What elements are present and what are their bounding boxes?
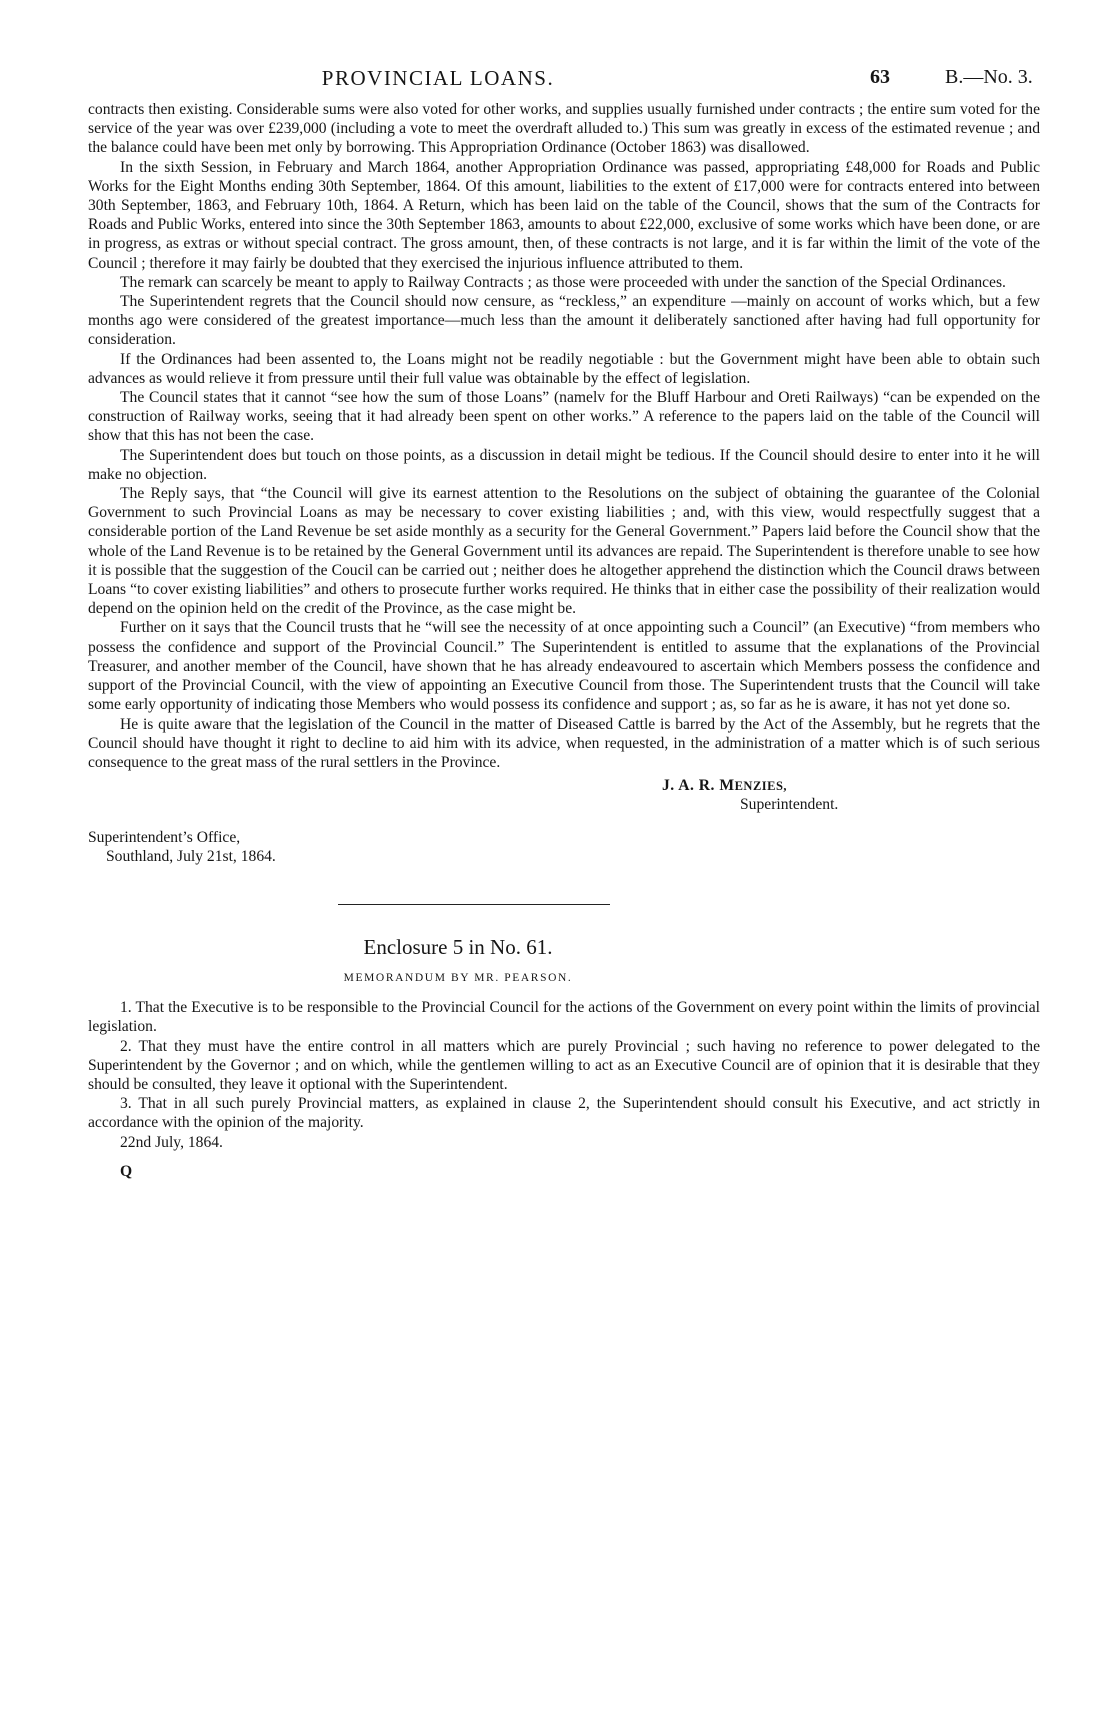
paragraph: The Reply says, that “the Council will give its earnest attention to the Resolutions on the subject of obtaining the guarantee of the Colonial Government to such Provincial Loans as may be necessary to cover existing liabilities ; and, with this view, would respectfully suggest that a considerable portion of the Land Revenue be set aside monthly as a security for the General Government.” Papers laid before the Council show that the whole of the Land Revenue is to be retained by the General Government until its advances are repaid. The Superintendent is therefore unable to see how it is possible that the suggestion of the Coucil can be carried out ; neither does he altogether apprehend the distinction which the Council draws between Loans “to cover existing liabilities” and others to prosecute further works required. He thinks that in either case the possibility of their realization would depend on the opinion held on the credit of the Province, as the case might be.: [88, 485, 1040, 618]
paragraph: In the sixth Session, in February and March 1864, another Appropriation Ordinance was passed, appropriating £48,000 for Roads and Public Works for the Eight Months ending 30th September, 1864. Of this amount, liabilities to the extent of £17,000 were for contracts entered into between 30th September, 1863, and February 10th, 1864. A Return, which has been laid on the table of the Council, shows that the sum of the Contracts for Roads and Public Works, entered into since the 30th September 1863, amounts to about £22,000, exclusive of some works which have been done, or are in progress, as extras or without special contract. The gross amount, then, of these contracts is not large, and it is far within the limit of the vote of the Council ; therefore it may fairly be doubted that they exercised the injurious influence attributed to them.: [88, 158, 1040, 272]
memorandum-item: 1. That the Executive is to be responsible to the Provincial Council for the actions of the Government on every point within the limits of provincial legislation.: [88, 999, 1040, 1036]
paragraph: Further on it says that the Council trusts that he “will see the necessity of at once appointing such a Council” (an Executive) “from members who possess the confidence and support of the Provincial Council.” The Superintendent is entitled to assume that the explanations of the Provincial Treasurer, and another member of the Council, have shown that he has already endeavoured to ascertain which Members possess the confidence and support of the Provincial Council, with the view of appointing an Executive Council from those. The Superintendent trusts that the Council will take some early opportunity of indicating those Members who would possess its confidence and support ; as, so far as he is aware, it has not yet done so.: [88, 619, 1040, 714]
running-header: [88, 66, 1040, 100]
office-address: [88, 828, 1040, 866]
signature-mark: Q: [120, 1162, 133, 1180]
letter-body: [88, 100, 1040, 772]
document-page: [88, 66, 1040, 1181]
paragraph: If the Ordinances had been assented to, the Loans might not be readily negotiable : but the Government might have been able to obtain such advances as would relieve it from pressure until their full value was obtainable by the effect of legislation.: [88, 350, 1040, 387]
memorandum-item: 2. That they must have the entire control in all matters which are purely Provincial ; such having no reference to power delegated to the Superintendent by the Governor ; and on which, while the gentlemen willing to act as an Executive Council are of opinion that it is desirable that they should be consulted, they leave it optional with the Superintendent.: [88, 1037, 1040, 1093]
enclosure-title: Enclosure 5 in No. 61.: [363, 935, 553, 960]
series-reference: B.—No. 3.: [945, 66, 1033, 88]
memorandum-item: 3. That in all such purely Provincial matters, as explained in clause 2, the Superintendent should consult his Executive, and act strictly in accordance with the opinion of the majority.: [88, 1095, 1040, 1132]
paragraph: The Superintendent does but touch on those points, as a discussion in detail might be tedious. If the Council should desire to enter into it he will make no objection.: [88, 446, 1040, 483]
memorandum-heading: MEMORANDUM BY MR. PEARSON.: [343, 972, 573, 985]
signatory-surname: ENZIES,: [734, 779, 788, 794]
memorandum-date: 22nd July, 1864.: [120, 1133, 223, 1151]
paragraph: The Council states that it cannot “see how the sum of those Loans” (namelv for the Bluff Harbour and Oreti Railways) “can be expended on the construction of Railway works, seeing that it had already been spent on other works.” A reference to the papers laid on the table of the Council will show that this has not been the case.: [88, 389, 1040, 445]
signatory-title: Superintendent.: [740, 796, 839, 814]
paragraph: The Superintendent regrets that the Council should now censure, as “reckless,” an expenditure —mainly on account of works which, but a few months ago were considered of the greatest importance—much less than the amount it deliberately sanctioned after having had full opportunity for consideration.: [88, 293, 1040, 349]
paragraph: contracts then existing. Considerable sums were also voted for other works, and supplies usually furnished under contracts ; the entire sum voted for the service of the year was over £239,000 (including a vote to meet the overdraft alluded to.) This sum was greatly in excess of the estimated revenue ; and the balance could have been met only by borrowing. This Appropriation Ordinance (October 1863) was disallowed.: [88, 101, 1040, 157]
running-title: PROVINCIAL LOANS.: [321, 66, 555, 90]
paragraph: The remark can scarcely be meant to apply to Railway Contracts ; as those were proceeded with under the sanction of the Special Ordinances.: [120, 273, 1006, 291]
office-date-line: Southland, July 21st, 1864.: [106, 848, 276, 866]
office-line: Superintendent’s Office,: [88, 829, 241, 847]
section-divider: [338, 904, 610, 905]
signatory-initials: J. A. R. M: [662, 777, 735, 795]
signatory-name: [662, 776, 787, 796]
page-number: 63: [870, 66, 890, 88]
memorandum-body: [88, 998, 1040, 1181]
signature-block: [88, 772, 1040, 812]
paragraph: He is quite aware that the legislation of the Council in the matter of Diseased Cattle is barred by the Act of the Assembly, but he regrets that the Council should have thought it right to decline to aid him with its advice, when requested, in the administration of a matter which is of such serious consequence to the great mass of the rural settlers in the Province.: [88, 715, 1040, 771]
